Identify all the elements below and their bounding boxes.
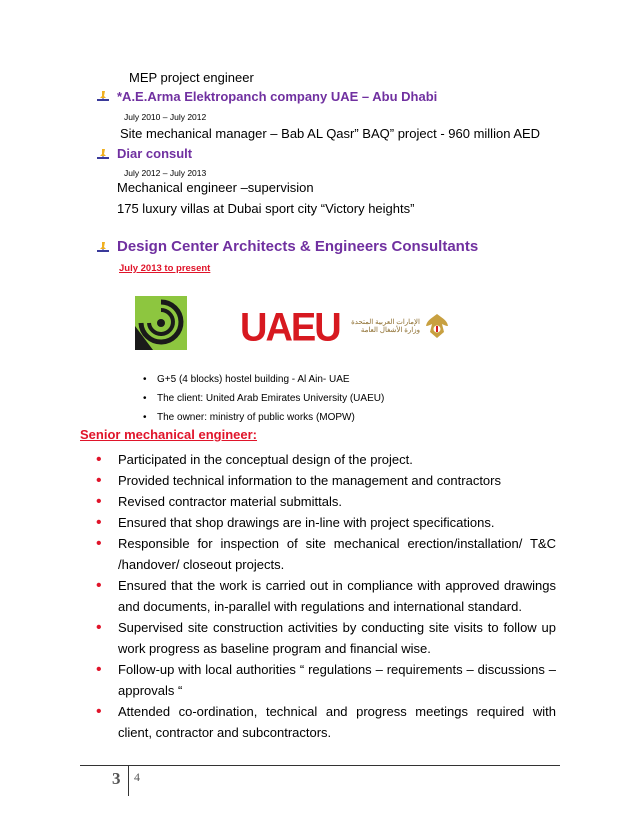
list-item: • The client: United Arab Emirates University (UAEU) bbox=[143, 389, 384, 408]
company-arma: *A.E.Arma Elektropanch company UAE – Abu Dhabi bbox=[117, 89, 438, 104]
job-role-mep: MEP project engineer bbox=[129, 70, 254, 85]
list-item: • Ensured that shop drawings are in-line with project specifications. bbox=[96, 514, 495, 531]
list-item: • Follow-up with local authorities “ regulations – requirements – discussions – approvals “ bbox=[96, 661, 556, 698]
role-arma: Site mechanical manager – Bab AL Qasr” BAQ” project - 960 million AED bbox=[120, 126, 541, 141]
pushpin-bullet-icon bbox=[96, 90, 110, 102]
uaeu-logo: UAEU bbox=[240, 305, 340, 351]
pushpin-bullet-icon bbox=[96, 241, 110, 253]
position-heading: Senior mechanical engineer: bbox=[80, 427, 258, 442]
list-item: • The owner: ministry of public works (MOPW) bbox=[143, 408, 384, 427]
dates-diar: July 2012 – July 2013 bbox=[124, 168, 207, 178]
page-number: 3 bbox=[112, 769, 121, 788]
footer-vertical-divider bbox=[128, 766, 129, 796]
pushpin-bullet-icon bbox=[96, 148, 110, 160]
footer-divider bbox=[80, 765, 560, 766]
project-details-list bbox=[143, 370, 384, 427]
design-center-logo-icon bbox=[135, 296, 187, 350]
list-item: • Participated in the conceptual design of the project. bbox=[96, 451, 413, 468]
list-item: • Revised contractor material submittals. bbox=[96, 493, 342, 510]
project-diar: 175 luxury villas at Dubai sport city “Victory heights” bbox=[117, 201, 415, 216]
list-item: • Provided technical information to the management and contractors bbox=[96, 472, 501, 489]
list-item: • Responsible for inspection of site mechanical erection/installation/ T&C /handover/ closeout projects. bbox=[96, 535, 556, 572]
list-item: • G+5 (4 blocks) hostel building - Al Ain- UAE bbox=[143, 370, 384, 389]
page-total: 4 bbox=[134, 770, 140, 784]
role-diar: Mechanical engineer –supervision bbox=[117, 180, 314, 195]
company-diar: Diar consult bbox=[117, 146, 193, 161]
ministry-emblem-text: الإمارات العربية المتحدة وزارة الأشغال العامة bbox=[351, 319, 420, 334]
list-item: • Supervised site construction activities by conducting site visits to follow up work progress as baseline program and financial wise. bbox=[96, 619, 556, 656]
list-item: • Ensured that the work is carried out in compliance with approved drawings and documents, in-parallel with regulations and international standard. bbox=[96, 577, 556, 614]
company-design-center: Design Center Architects & Engineers Consultants bbox=[117, 238, 479, 255]
uae-emblem-icon bbox=[424, 312, 450, 342]
dates-arma: July 2010 – July 2012 bbox=[124, 112, 207, 122]
dates-design-center: July 2013 to present bbox=[119, 263, 211, 274]
list-item: • Attended co-ordination, technical and progress meetings required with client, contractor and subcontractors. bbox=[96, 703, 556, 740]
